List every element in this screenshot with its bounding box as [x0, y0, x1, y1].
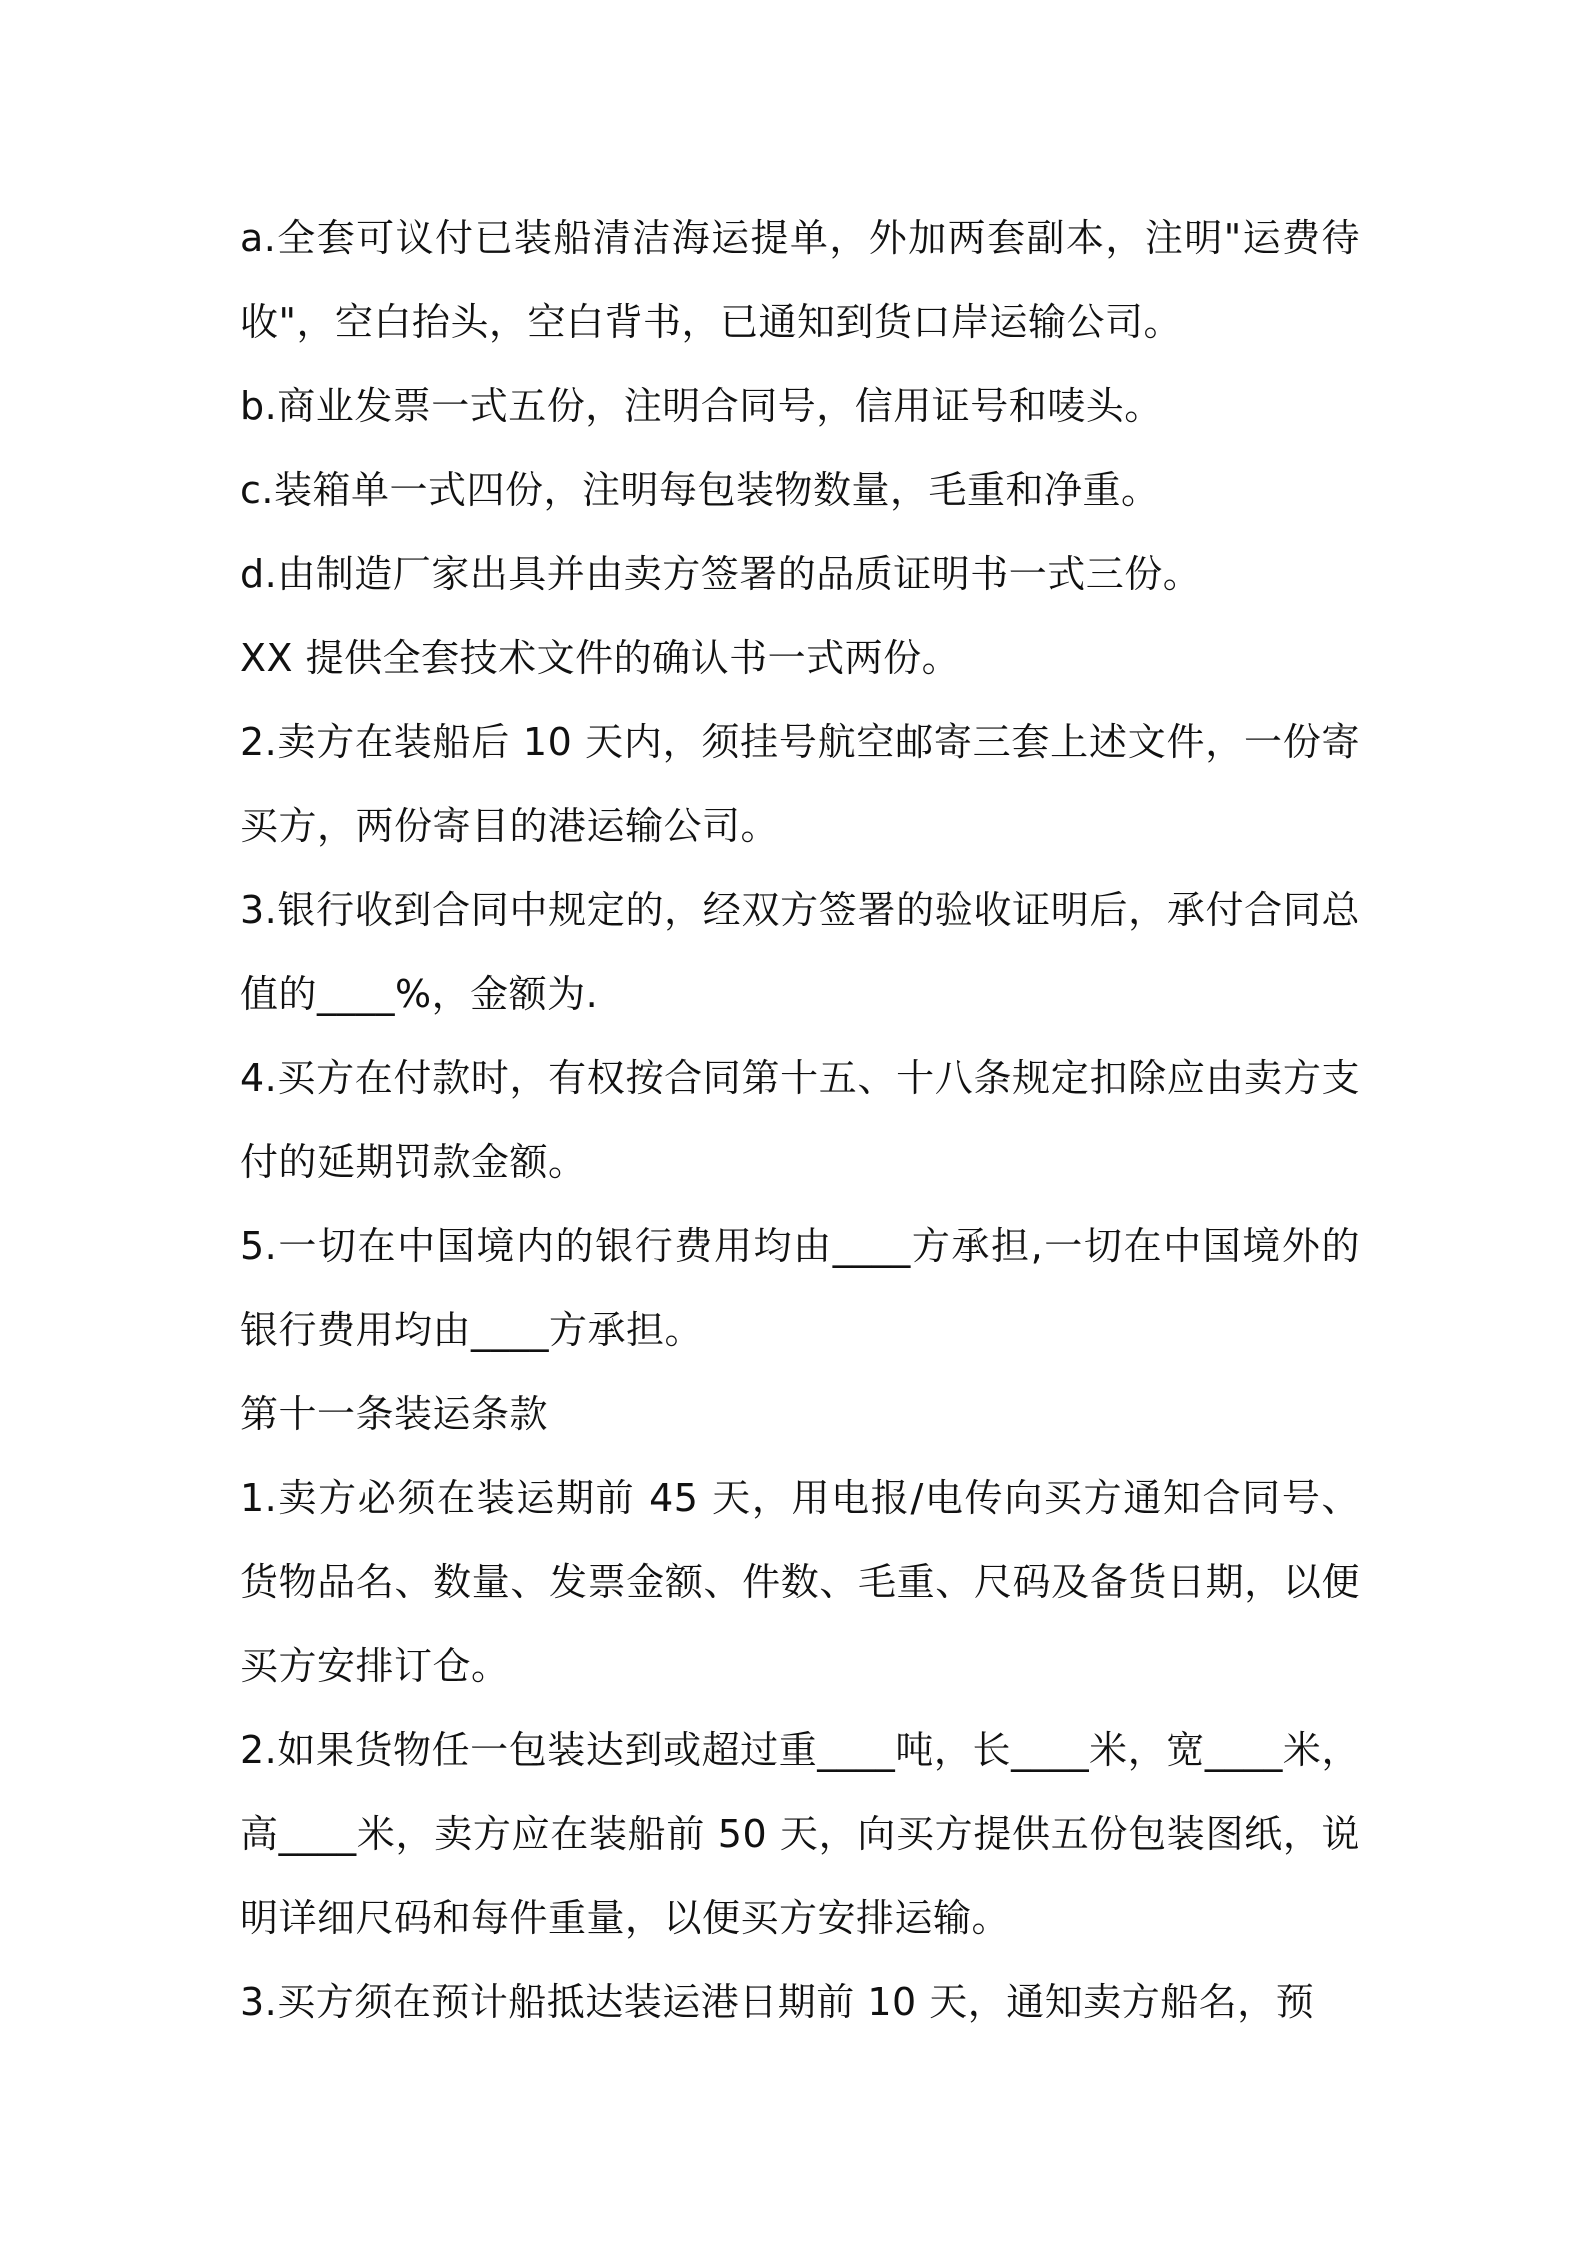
paragraph-doc-c: c.装箱单一式四份，注明每包装物数量，毛重和净重。 [240, 468, 1160, 512]
paragraph-doc-d: d.由制造厂家出具并由卖方签署的品质证明书一式三份。 [240, 552, 1202, 596]
paragraph-doc-b: b.商业发票一式五份，注明合同号，信用证号和唛头。 [240, 384, 1163, 428]
paragraph-clause-5: 5.一切在中国境内的银行费用均由____方承担,一切在中国境外的银行费用均由____方承担。 [240, 1224, 1360, 1352]
paragraph-clause-3: 3.银行收到合同中规定的，经双方签署的验收证明后，承付合同总值的____%，金额为. [240, 888, 1360, 1016]
paragraph-shipping-1: 1.卖方必须在装运期前 45 天，用电报/电传向买方通知合同号、货物品名、数量、发票金额、件数、毛重、尺码及备货日期，以便买方安排订仓。 [240, 1476, 1360, 1688]
paragraph-shipping-2: 2.如果货物任一包装达到或超过重____吨，长____米，宽____米，高____米，卖方应在装船前 50 天，向买方提供五份包装图纸，说明详细尺码和每件重量，以便买方安排运输。 [240, 1728, 1360, 1940]
paragraph-doc-a: a.全套可议付已装船清洁海运提单，外加两套副本，注明"运费待收"，空白抬头，空白背书，已通知到货口岸运输公司。 [240, 216, 1360, 344]
section-heading: 第十一条装运条款 [240, 1392, 549, 1436]
paragraph-shipping-3: 3.买方须在预计船抵达装运港日期前 10 天，通知卖方船名，预 [240, 1980, 1315, 2024]
paragraph-clause-4: 4.买方在付款时，有权按合同第十五、十八条规定扣除应由卖方支付的延期罚款金额。 [240, 1056, 1360, 1184]
paragraph-clause-2: 2.卖方在装船后 10 天内，须挂号航空邮寄三套上述文件，一份寄买方，两份寄目的港运输公司。 [240, 720, 1360, 848]
paragraph-doc-xx: XX 提供全套技术文件的确认书一式两份。 [240, 636, 961, 680]
document-page [240, 196, 1360, 2044]
